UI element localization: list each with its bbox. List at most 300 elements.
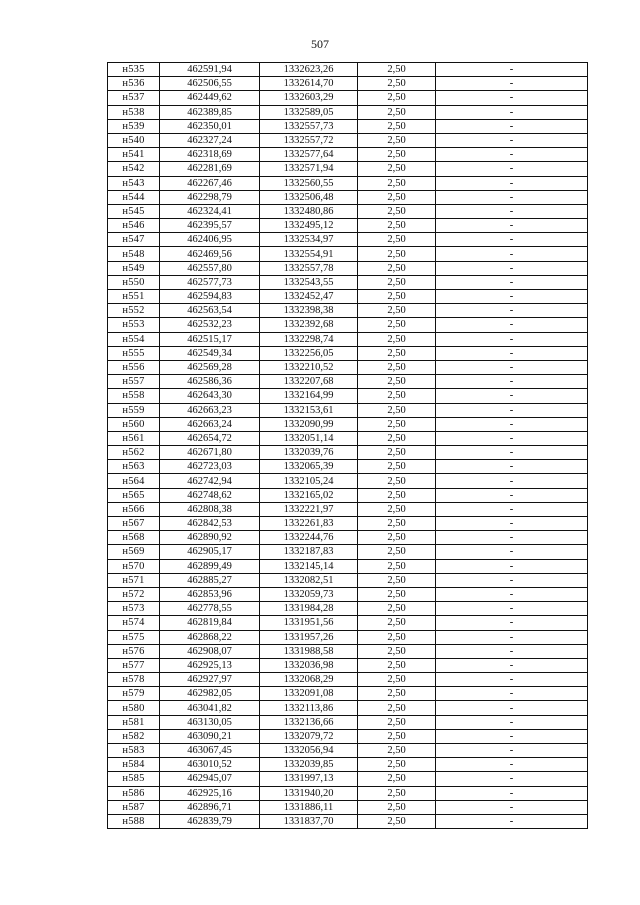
y-coordinate-cell: 1331984,28 xyxy=(260,602,358,616)
y-coordinate-cell: 1331951,56 xyxy=(260,616,358,630)
table-row xyxy=(108,346,588,360)
error-cell: 2,50 xyxy=(358,559,436,573)
x-coordinate-cell: 462982,05 xyxy=(160,687,260,701)
description-cell: - xyxy=(436,488,588,502)
point-id-cell: н536 xyxy=(108,77,160,91)
error-cell: 2,50 xyxy=(358,786,436,800)
y-coordinate-cell: 1332051,14 xyxy=(260,431,358,445)
y-coordinate-cell: 1331988,58 xyxy=(260,644,358,658)
point-id-cell: н568 xyxy=(108,531,160,545)
x-coordinate-cell: 462723,03 xyxy=(160,460,260,474)
description-cell: - xyxy=(436,729,588,743)
x-coordinate-cell: 463067,45 xyxy=(160,744,260,758)
point-id-cell: н574 xyxy=(108,616,160,630)
y-coordinate-cell: 1332534,97 xyxy=(260,233,358,247)
table-row xyxy=(108,204,588,218)
table-row xyxy=(108,502,588,516)
y-coordinate-cell: 1332398,38 xyxy=(260,304,358,318)
x-coordinate-cell: 462808,38 xyxy=(160,502,260,516)
description-cell: - xyxy=(436,502,588,516)
description-cell: - xyxy=(436,133,588,147)
y-coordinate-cell: 1332136,66 xyxy=(260,715,358,729)
x-coordinate-cell: 462899,49 xyxy=(160,559,260,573)
point-id-cell: н583 xyxy=(108,744,160,758)
table-row xyxy=(108,375,588,389)
point-id-cell: н578 xyxy=(108,673,160,687)
error-cell: 2,50 xyxy=(358,91,436,105)
y-coordinate-cell: 1332589,05 xyxy=(260,105,358,119)
point-id-cell: н540 xyxy=(108,133,160,147)
table-row xyxy=(108,119,588,133)
description-cell: - xyxy=(436,460,588,474)
y-coordinate-cell: 1332065,39 xyxy=(260,460,358,474)
x-coordinate-cell: 462318,69 xyxy=(160,148,260,162)
y-coordinate-cell: 1332153,61 xyxy=(260,403,358,417)
x-coordinate-cell: 462885,27 xyxy=(160,573,260,587)
y-coordinate-cell: 1332480,86 xyxy=(260,204,358,218)
error-cell: 2,50 xyxy=(358,417,436,431)
table-row xyxy=(108,545,588,559)
error-cell: 2,50 xyxy=(358,261,436,275)
x-coordinate-cell: 462557,80 xyxy=(160,261,260,275)
point-id-cell: н586 xyxy=(108,786,160,800)
error-cell: 2,50 xyxy=(358,531,436,545)
x-coordinate-cell: 463010,52 xyxy=(160,758,260,772)
y-coordinate-cell: 1332571,94 xyxy=(260,162,358,176)
error-cell: 2,50 xyxy=(358,233,436,247)
table-row xyxy=(108,559,588,573)
description-cell: - xyxy=(436,346,588,360)
table-row xyxy=(108,162,588,176)
error-cell: 2,50 xyxy=(358,63,436,77)
table-row xyxy=(108,417,588,431)
x-coordinate-cell: 462506,55 xyxy=(160,77,260,91)
description-cell: - xyxy=(436,219,588,233)
description-cell: - xyxy=(436,332,588,346)
point-id-cell: н537 xyxy=(108,91,160,105)
table-row xyxy=(108,77,588,91)
description-cell: - xyxy=(436,630,588,644)
error-cell: 2,50 xyxy=(358,389,436,403)
y-coordinate-cell: 1332543,55 xyxy=(260,275,358,289)
x-coordinate-cell: 462515,17 xyxy=(160,332,260,346)
error-cell: 2,50 xyxy=(358,318,436,332)
error-cell: 2,50 xyxy=(358,304,436,318)
table-row xyxy=(108,630,588,644)
x-coordinate-cell: 462395,57 xyxy=(160,219,260,233)
point-id-cell: н560 xyxy=(108,417,160,431)
description-cell: - xyxy=(436,247,588,261)
table-row xyxy=(108,261,588,275)
point-id-cell: н548 xyxy=(108,247,160,261)
description-cell: - xyxy=(436,758,588,772)
table-row xyxy=(108,360,588,374)
error-cell: 2,50 xyxy=(358,502,436,516)
y-coordinate-cell: 1332392,68 xyxy=(260,318,358,332)
error-cell: 2,50 xyxy=(358,446,436,460)
error-cell: 2,50 xyxy=(358,403,436,417)
error-cell: 2,50 xyxy=(358,687,436,701)
y-coordinate-cell: 1332039,76 xyxy=(260,446,358,460)
table-row xyxy=(108,318,588,332)
y-coordinate-cell: 1331837,70 xyxy=(260,814,358,828)
coordinates-table-body xyxy=(108,63,588,829)
x-coordinate-cell: 462925,13 xyxy=(160,658,260,672)
table-row xyxy=(108,219,588,233)
point-id-cell: н570 xyxy=(108,559,160,573)
error-cell: 2,50 xyxy=(358,488,436,502)
point-id-cell: н538 xyxy=(108,105,160,119)
point-id-cell: н581 xyxy=(108,715,160,729)
description-cell: - xyxy=(436,119,588,133)
point-id-cell: н563 xyxy=(108,460,160,474)
point-id-cell: н553 xyxy=(108,318,160,332)
description-cell: - xyxy=(436,673,588,687)
table-row xyxy=(108,290,588,304)
description-cell: - xyxy=(436,105,588,119)
description-cell: - xyxy=(436,389,588,403)
error-cell: 2,50 xyxy=(358,290,436,304)
point-id-cell: н569 xyxy=(108,545,160,559)
x-coordinate-cell: 462389,85 xyxy=(160,105,260,119)
point-id-cell: н566 xyxy=(108,502,160,516)
table-row xyxy=(108,488,588,502)
description-cell: - xyxy=(436,587,588,601)
y-coordinate-cell: 1332068,29 xyxy=(260,673,358,687)
table-row xyxy=(108,701,588,715)
error-cell: 2,50 xyxy=(358,247,436,261)
error-cell: 2,50 xyxy=(358,744,436,758)
point-id-cell: н579 xyxy=(108,687,160,701)
table-row xyxy=(108,573,588,587)
description-cell: - xyxy=(436,545,588,559)
point-id-cell: н547 xyxy=(108,233,160,247)
y-coordinate-cell: 1332039,85 xyxy=(260,758,358,772)
y-coordinate-cell: 1332145,14 xyxy=(260,559,358,573)
point-id-cell: н559 xyxy=(108,403,160,417)
point-id-cell: н541 xyxy=(108,148,160,162)
point-id-cell: н546 xyxy=(108,219,160,233)
x-coordinate-cell: 462842,53 xyxy=(160,517,260,531)
x-coordinate-cell: 462671,80 xyxy=(160,446,260,460)
table-row xyxy=(108,403,588,417)
y-coordinate-cell: 1332187,83 xyxy=(260,545,358,559)
description-cell: - xyxy=(436,715,588,729)
error-cell: 2,50 xyxy=(358,644,436,658)
table-row xyxy=(108,176,588,190)
error-cell: 2,50 xyxy=(358,346,436,360)
error-cell: 2,50 xyxy=(358,814,436,828)
table-row xyxy=(108,460,588,474)
error-cell: 2,50 xyxy=(358,204,436,218)
y-coordinate-cell: 1331957,26 xyxy=(260,630,358,644)
point-id-cell: н564 xyxy=(108,474,160,488)
x-coordinate-cell: 462896,71 xyxy=(160,800,260,814)
x-coordinate-cell: 462905,17 xyxy=(160,545,260,559)
y-coordinate-cell: 1332059,73 xyxy=(260,587,358,601)
point-id-cell: н557 xyxy=(108,375,160,389)
x-coordinate-cell: 462594,83 xyxy=(160,290,260,304)
description-cell: - xyxy=(436,559,588,573)
table-row xyxy=(108,673,588,687)
point-id-cell: н585 xyxy=(108,772,160,786)
point-id-cell: н554 xyxy=(108,332,160,346)
page-number: 507 xyxy=(311,37,329,51)
y-coordinate-cell: 1332261,83 xyxy=(260,517,358,531)
point-id-cell: н556 xyxy=(108,360,160,374)
x-coordinate-cell: 462742,94 xyxy=(160,474,260,488)
table-row xyxy=(108,715,588,729)
y-coordinate-cell: 1332614,70 xyxy=(260,77,358,91)
point-id-cell: н539 xyxy=(108,119,160,133)
x-coordinate-cell: 462890,92 xyxy=(160,531,260,545)
y-coordinate-cell: 1332554,91 xyxy=(260,247,358,261)
table-row xyxy=(108,332,588,346)
y-coordinate-cell: 1332256,05 xyxy=(260,346,358,360)
description-cell: - xyxy=(436,573,588,587)
table-row xyxy=(108,814,588,828)
y-coordinate-cell: 1332577,64 xyxy=(260,148,358,162)
table-row xyxy=(108,687,588,701)
point-id-cell: н544 xyxy=(108,190,160,204)
error-cell: 2,50 xyxy=(358,105,436,119)
description-cell: - xyxy=(436,148,588,162)
y-coordinate-cell: 1332090,99 xyxy=(260,417,358,431)
x-coordinate-cell: 462853,96 xyxy=(160,587,260,601)
x-coordinate-cell: 462945,07 xyxy=(160,772,260,786)
description-cell: - xyxy=(436,77,588,91)
error-cell: 2,50 xyxy=(358,602,436,616)
error-cell: 2,50 xyxy=(358,162,436,176)
error-cell: 2,50 xyxy=(358,573,436,587)
x-coordinate-cell: 462927,97 xyxy=(160,673,260,687)
y-coordinate-cell: 1332036,98 xyxy=(260,658,358,672)
table-row xyxy=(108,247,588,261)
description-cell: - xyxy=(436,63,588,77)
y-coordinate-cell: 1332079,72 xyxy=(260,729,358,743)
point-id-cell: н576 xyxy=(108,644,160,658)
x-coordinate-cell: 462406,95 xyxy=(160,233,260,247)
x-coordinate-cell: 462563,54 xyxy=(160,304,260,318)
table-row xyxy=(108,602,588,616)
description-cell: - xyxy=(436,687,588,701)
point-id-cell: н582 xyxy=(108,729,160,743)
point-id-cell: н572 xyxy=(108,587,160,601)
description-cell: - xyxy=(436,602,588,616)
x-coordinate-cell: 462819,84 xyxy=(160,616,260,630)
description-cell: - xyxy=(436,375,588,389)
description-cell: - xyxy=(436,814,588,828)
point-id-cell: н573 xyxy=(108,602,160,616)
x-coordinate-cell: 462327,24 xyxy=(160,133,260,147)
error-cell: 2,50 xyxy=(358,332,436,346)
x-coordinate-cell: 463090,21 xyxy=(160,729,260,743)
description-cell: - xyxy=(436,772,588,786)
point-id-cell: н542 xyxy=(108,162,160,176)
x-coordinate-cell: 462586,36 xyxy=(160,375,260,389)
y-coordinate-cell: 1332210,52 xyxy=(260,360,358,374)
x-coordinate-cell: 462281,69 xyxy=(160,162,260,176)
point-id-cell: н565 xyxy=(108,488,160,502)
description-cell: - xyxy=(436,701,588,715)
x-coordinate-cell: 462298,79 xyxy=(160,190,260,204)
description-cell: - xyxy=(436,304,588,318)
error-cell: 2,50 xyxy=(358,176,436,190)
description-cell: - xyxy=(436,233,588,247)
point-id-cell: н571 xyxy=(108,573,160,587)
table-row xyxy=(108,744,588,758)
table-row xyxy=(108,63,588,77)
error-cell: 2,50 xyxy=(358,431,436,445)
x-coordinate-cell: 462663,24 xyxy=(160,417,260,431)
x-coordinate-cell: 462469,56 xyxy=(160,247,260,261)
x-coordinate-cell: 462868,22 xyxy=(160,630,260,644)
table-row xyxy=(108,517,588,531)
x-coordinate-cell: 462748,62 xyxy=(160,488,260,502)
y-coordinate-cell: 1331997,13 xyxy=(260,772,358,786)
y-coordinate-cell: 1332091,08 xyxy=(260,687,358,701)
description-cell: - xyxy=(436,786,588,800)
y-coordinate-cell: 1332082,51 xyxy=(260,573,358,587)
error-cell: 2,50 xyxy=(358,474,436,488)
error-cell: 2,50 xyxy=(358,729,436,743)
point-id-cell: н575 xyxy=(108,630,160,644)
x-coordinate-cell: 462449,62 xyxy=(160,91,260,105)
x-coordinate-cell: 463041,82 xyxy=(160,701,260,715)
error-cell: 2,50 xyxy=(358,219,436,233)
x-coordinate-cell: 462532,23 xyxy=(160,318,260,332)
table-row xyxy=(108,644,588,658)
description-cell: - xyxy=(436,531,588,545)
table-row xyxy=(108,446,588,460)
point-id-cell: н552 xyxy=(108,304,160,318)
y-coordinate-cell: 1332165,02 xyxy=(260,488,358,502)
x-coordinate-cell: 462324,41 xyxy=(160,204,260,218)
error-cell: 2,50 xyxy=(358,133,436,147)
table-row xyxy=(108,275,588,289)
error-cell: 2,50 xyxy=(358,190,436,204)
table-row xyxy=(108,91,588,105)
description-cell: - xyxy=(436,190,588,204)
y-coordinate-cell: 1332298,74 xyxy=(260,332,358,346)
description-cell: - xyxy=(436,474,588,488)
point-id-cell: н535 xyxy=(108,63,160,77)
y-coordinate-cell: 1332452,47 xyxy=(260,290,358,304)
error-cell: 2,50 xyxy=(358,275,436,289)
point-id-cell: н558 xyxy=(108,389,160,403)
y-coordinate-cell: 1331940,20 xyxy=(260,786,358,800)
y-coordinate-cell: 1332560,55 xyxy=(260,176,358,190)
point-id-cell: н584 xyxy=(108,758,160,772)
description-cell: - xyxy=(436,318,588,332)
x-coordinate-cell: 462350,01 xyxy=(160,119,260,133)
y-coordinate-cell: 1332495,12 xyxy=(260,219,358,233)
x-coordinate-cell: 462577,73 xyxy=(160,275,260,289)
description-cell: - xyxy=(436,616,588,630)
point-id-cell: н580 xyxy=(108,701,160,715)
error-cell: 2,50 xyxy=(358,360,436,374)
table-row xyxy=(108,148,588,162)
description-cell: - xyxy=(436,446,588,460)
x-coordinate-cell: 462663,23 xyxy=(160,403,260,417)
error-cell: 2,50 xyxy=(358,375,436,389)
point-id-cell: н555 xyxy=(108,346,160,360)
error-cell: 2,50 xyxy=(358,758,436,772)
table-row xyxy=(108,133,588,147)
description-cell: - xyxy=(436,644,588,658)
description-cell: - xyxy=(436,360,588,374)
description-cell: - xyxy=(436,204,588,218)
error-cell: 2,50 xyxy=(358,517,436,531)
error-cell: 2,50 xyxy=(358,701,436,715)
x-coordinate-cell: 462267,46 xyxy=(160,176,260,190)
y-coordinate-cell: 1332244,76 xyxy=(260,531,358,545)
point-id-cell: н550 xyxy=(108,275,160,289)
y-coordinate-cell: 1332164,99 xyxy=(260,389,358,403)
y-coordinate-cell: 1332557,73 xyxy=(260,119,358,133)
table-row xyxy=(108,616,588,630)
table-row xyxy=(108,531,588,545)
description-cell: - xyxy=(436,275,588,289)
table-row xyxy=(108,105,588,119)
error-cell: 2,50 xyxy=(358,616,436,630)
description-cell: - xyxy=(436,290,588,304)
coordinates-table xyxy=(107,62,588,829)
x-coordinate-cell: 462654,72 xyxy=(160,431,260,445)
y-coordinate-cell: 1332603,29 xyxy=(260,91,358,105)
y-coordinate-cell: 1332557,72 xyxy=(260,133,358,147)
description-cell: - xyxy=(436,517,588,531)
error-cell: 2,50 xyxy=(358,119,436,133)
description-cell: - xyxy=(436,800,588,814)
point-id-cell: н543 xyxy=(108,176,160,190)
x-coordinate-cell: 462549,34 xyxy=(160,346,260,360)
x-coordinate-cell: 463130,05 xyxy=(160,715,260,729)
point-id-cell: н567 xyxy=(108,517,160,531)
point-id-cell: н577 xyxy=(108,658,160,672)
table-row xyxy=(108,233,588,247)
error-cell: 2,50 xyxy=(358,772,436,786)
point-id-cell: н587 xyxy=(108,800,160,814)
description-cell: - xyxy=(436,431,588,445)
table-row xyxy=(108,190,588,204)
error-cell: 2,50 xyxy=(358,673,436,687)
y-coordinate-cell: 1332623,26 xyxy=(260,63,358,77)
description-cell: - xyxy=(436,417,588,431)
table-row xyxy=(108,587,588,601)
error-cell: 2,50 xyxy=(358,658,436,672)
x-coordinate-cell: 462908,07 xyxy=(160,644,260,658)
table-row xyxy=(108,304,588,318)
error-cell: 2,50 xyxy=(358,545,436,559)
table-row xyxy=(108,758,588,772)
y-coordinate-cell: 1332557,78 xyxy=(260,261,358,275)
x-coordinate-cell: 462839,79 xyxy=(160,814,260,828)
error-cell: 2,50 xyxy=(358,630,436,644)
description-cell: - xyxy=(436,176,588,190)
point-id-cell: н588 xyxy=(108,814,160,828)
error-cell: 2,50 xyxy=(358,587,436,601)
y-coordinate-cell: 1332056,94 xyxy=(260,744,358,758)
error-cell: 2,50 xyxy=(358,460,436,474)
table-row xyxy=(108,729,588,743)
description-cell: - xyxy=(436,91,588,105)
y-coordinate-cell: 1332506,48 xyxy=(260,190,358,204)
description-cell: - xyxy=(436,658,588,672)
y-coordinate-cell: 1332113,86 xyxy=(260,701,358,715)
table-row xyxy=(108,786,588,800)
description-cell: - xyxy=(436,403,588,417)
